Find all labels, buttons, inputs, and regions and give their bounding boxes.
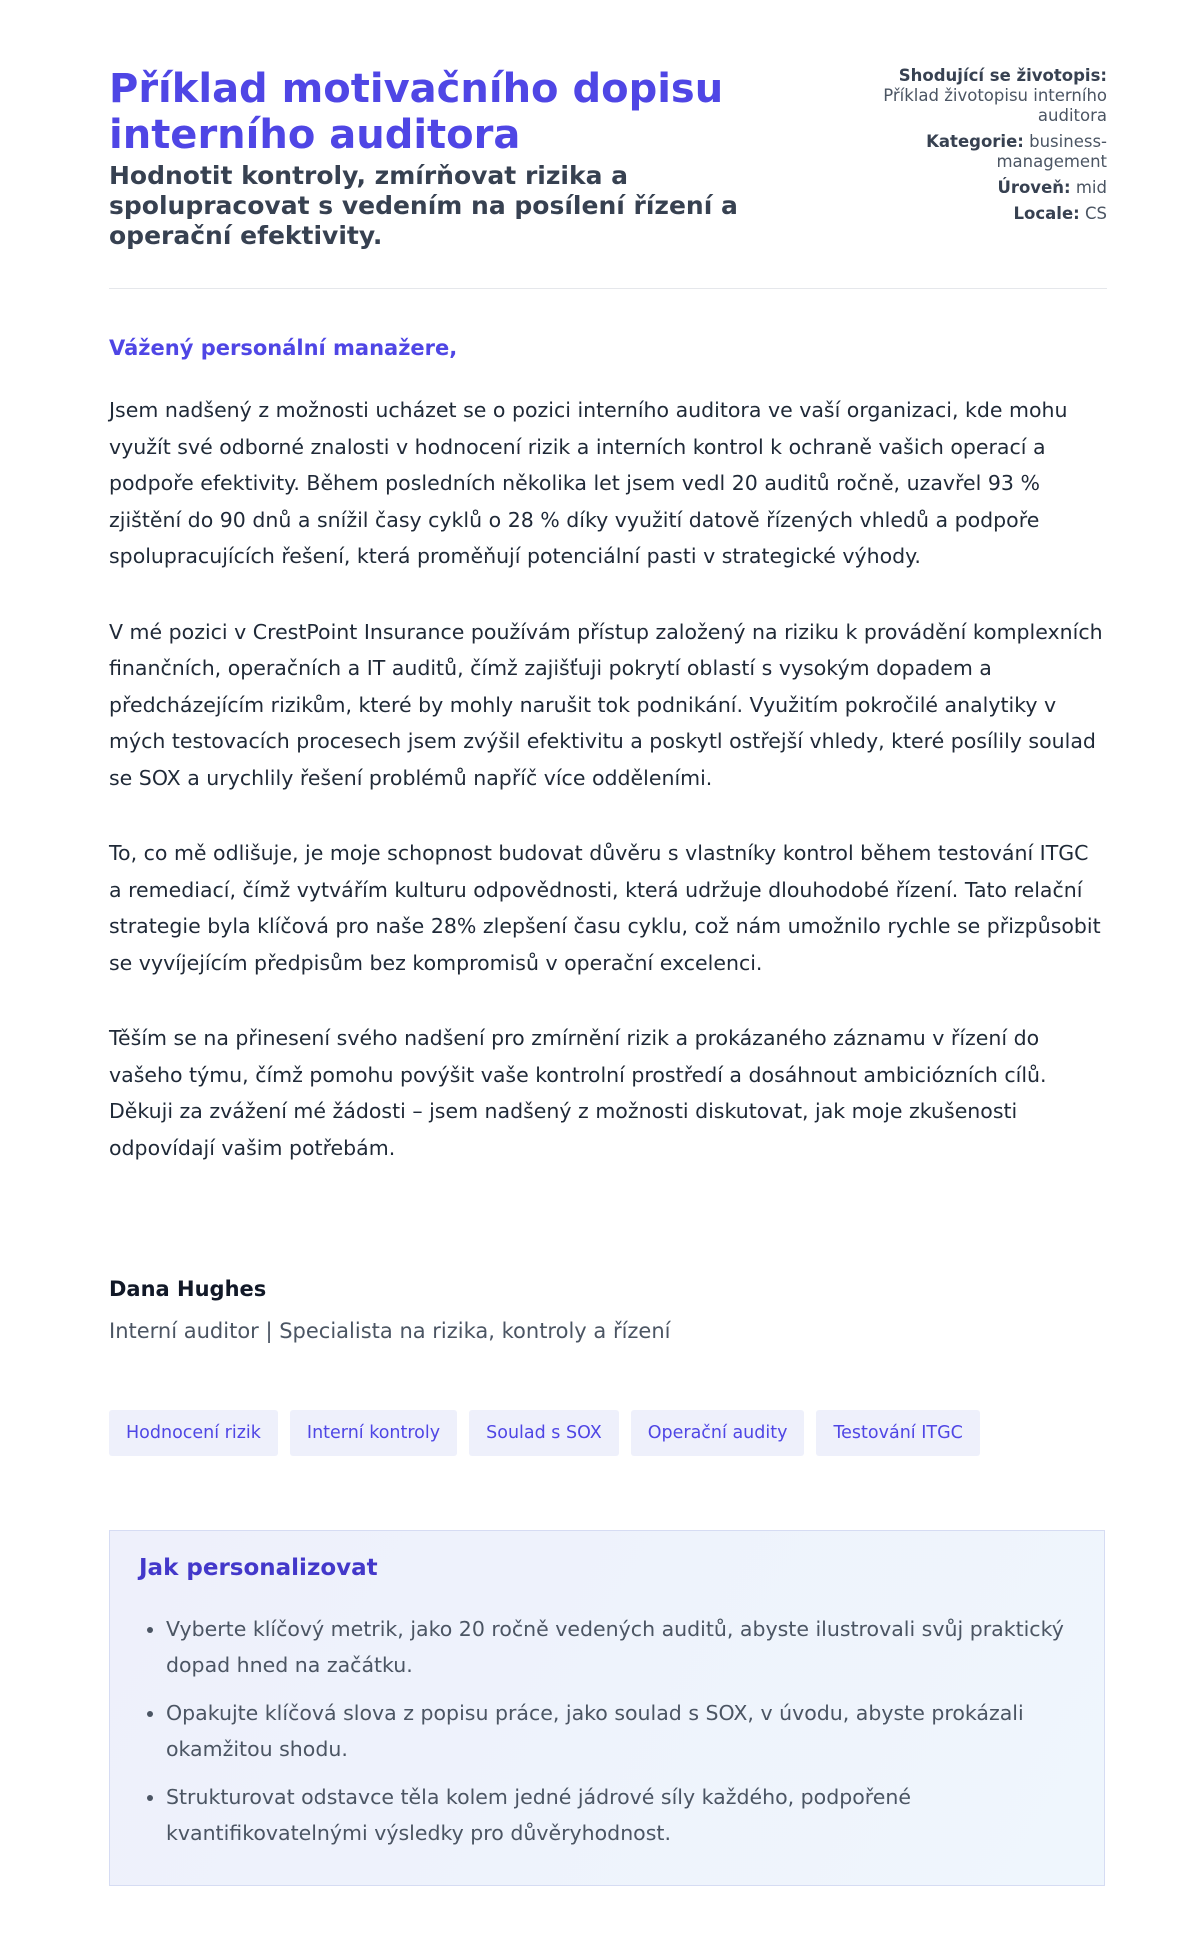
letter-paragraph: Jsem nadšený z možnosti ucházet se o pozici interního auditora ve vaší organizaci, kde mohu využít své odborné znalosti v hodnocení rizik a interních kontrol k ochraně vašich operací a podpoře efektivity. Během posledních několika let jsem vedl 20 auditů ročně, uzavřel 93 % zjištění do 90 dnů a snížil časy cyklů o 28 % díky využití datově řízených vhledů a podpoře spolupracujících řešení, která proměňují potenciální pasti v strategické výhody. [109, 398, 1068, 568]
page-header [109, 60, 1107, 289]
tip-item: • Strukturovat odstavce těla kolem jedné jádrové síly každého, podpořené kvantifikovatelnými výsledky pro důvěryhodnost. [166, 1779, 1096, 1851]
meta-resume-link[interactable]: Příklad životopisu interního auditora [883, 86, 1107, 125]
meta-locale-label: Locale: [1013, 204, 1080, 223]
letter-paragraph: V mé pozici v CrestPoint Insurance používám přístup založený na riziku k provádění komplexních finančních, operačních a IT auditů, čímž zajišťuji pokrytí oblastí s vysokým dopadem a předcházejícím rizikům, které by mohly narušit tok podnikání. Využitím pokročilé analytiky v mých testovacích procesech jsem zvýšil efektivitu a poskytl ostřejší vhledy, které posílily soulad se SOX a urychlily řešení problémů napříč více odděleními. [109, 619, 1103, 790]
letter-paragraph: To, co mě odlišuje, je moje schopnost budovat důvěru s vlastníky kontrol během testování ITGC a remediací, čímž vytvářím kulturu odpovědnosti, která udržuje dlouhodobé řízení. Tato relační strategie byla klíčová pro naše 28% zlepšení času cyklu, což nám umožnilo rychle se přizpůsobit se vyvíjejícím předpisům bez kompromisů v operační excelenci. [109, 841, 1101, 975]
cover-letter-page [109, 60, 1107, 1845]
tip-item: • Vyberte klíčový metrik, jako 20 ročně vedených auditů, abyste ilustrovali svůj praktický dopad hned na začátku. [166, 1611, 1096, 1683]
skill-tag[interactable]: Testování ITGC [816, 1410, 979, 1456]
meta-panel [857, 66, 1107, 230]
skill-tag[interactable]: Soulad s SOX [469, 1410, 619, 1456]
meta-level-label: Úroveň: [997, 178, 1071, 197]
skill-tag[interactable]: Hodnocení rizik [109, 1410, 278, 1456]
meta-category-value: business-management [996, 132, 1107, 171]
meta-locale [857, 204, 1107, 224]
meta-category-label: Kategorie: [926, 132, 1024, 151]
letter-body [109, 392, 1107, 1205]
meta-resume-label: Shodující se životopis: [898, 66, 1107, 85]
letter-paragraph: Těším se na přinesení svého nadšení pro zmírnění rizik a prokázaného záznamu v řízení do vašeho týmu, čímž pomohu povýšit vaše kontrolní prostředí a dosáhnout ambiciózních cílů. Děkuji za zvážení mé žádosti – jsem nadšený z možnosti diskutovat, jak moje zkušenosti odpovídají vašim potřebám. [109, 1026, 1047, 1160]
meta-level [857, 178, 1107, 198]
meta-locale-value: CS [1085, 204, 1107, 223]
tips-list [139, 1611, 1096, 1863]
skill-tag[interactable]: Operační audity [631, 1410, 805, 1456]
meta-level-value: mid [1075, 178, 1107, 197]
signature-name: Dana Hughes [109, 1277, 267, 1301]
personalize-tips-box [109, 1530, 1105, 1886]
tips-title: Jak personalizovat [139, 1555, 378, 1581]
skill-tags [109, 1410, 980, 1456]
letter-greeting: Vážený personální manažere, [109, 336, 458, 360]
page-title: Příklad motivačního dopisu interního auditora [109, 66, 724, 158]
skill-tag[interactable]: Interní kontroly [290, 1410, 457, 1456]
signature-role: Interní auditor | Specialista na rizika, kontroly a řízení [109, 1319, 671, 1343]
tip-item: • Opakujte klíčová slova z popisu práce, jako soulad s SOX, v úvodu, abyste prokázali okamžitou shodu. [166, 1695, 1096, 1767]
page-subtitle: Hodnotit kontroly, zmírňovat rizika a spolupracovat s vedením na posílení řízení a operační efektivity. [109, 161, 738, 250]
meta-category [857, 132, 1107, 172]
meta-resume [857, 66, 1107, 126]
